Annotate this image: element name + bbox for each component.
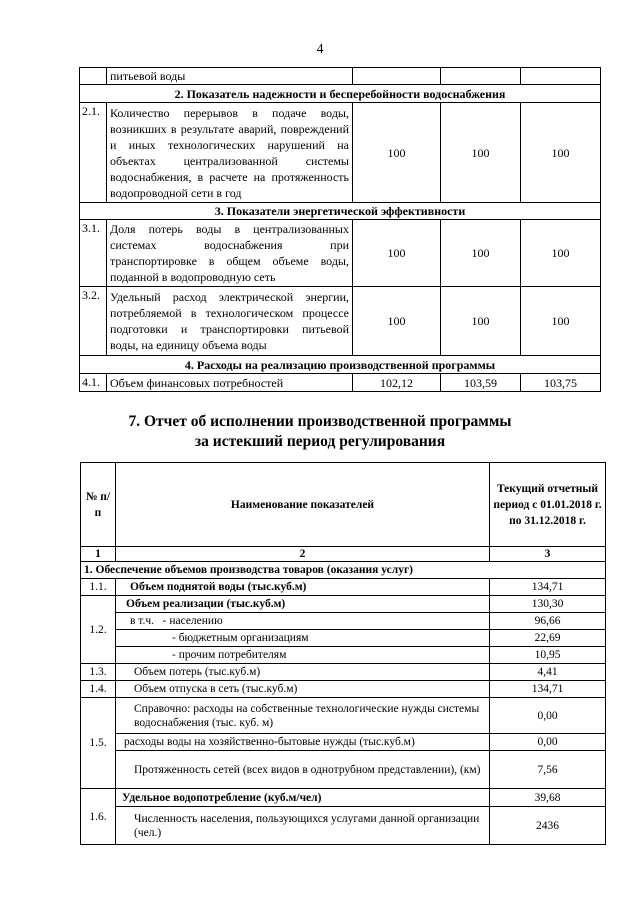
row-name: - населению xyxy=(162,615,223,627)
section-title: 2. Показатель надежности и бесперебойности водоснабжения xyxy=(80,85,601,103)
row-name: Объем потерь (тыс.куб.м) xyxy=(116,664,490,681)
table-row xyxy=(81,596,606,613)
row-number: 1.6. xyxy=(81,789,116,845)
colnum-3: 3 xyxy=(490,547,606,562)
row-number: 3.2. xyxy=(80,287,107,356)
row-name: Численность населения, пользующихся услугами данной организации (чел.) xyxy=(116,807,490,845)
row-number: 2.1. xyxy=(80,103,107,203)
table-row xyxy=(81,734,606,751)
table-row xyxy=(81,789,606,807)
row-name: Объем поднятой воды (тыс.куб.м) xyxy=(116,579,490,596)
value-cell: 102,12 xyxy=(353,374,441,392)
row-value: 2436 xyxy=(490,807,606,845)
row-number: 1.5. xyxy=(81,698,116,789)
row-text: Количество перерывов в подаче воды, возникших в результате аварий, повреждений и иных технологических нарушений на объектах централизованной системы водоснабжения, в расчете на протяженность водопроводной сети в год xyxy=(107,103,353,203)
value-cell: 103,75 xyxy=(521,374,601,392)
table-row xyxy=(81,681,606,698)
table-row xyxy=(81,630,606,647)
table-row xyxy=(81,613,606,630)
row-name: Справочно: расходы на собственные технологические нужды системы водоснабжения (тыс. куб. м) xyxy=(116,698,490,734)
header-period: Текущий отчетный период с 01.01.2018 г. по 31.12.2018 г. xyxy=(490,463,606,547)
row-value: 22,69 xyxy=(490,630,606,647)
row-name: Протяженность сетей (всех видов в однотрубном представлении), (км) xyxy=(116,751,490,789)
value-cell: 100 xyxy=(521,103,601,203)
row-number: 4.1. xyxy=(80,374,107,392)
table-row xyxy=(81,579,606,596)
report-table xyxy=(80,462,606,845)
row-number: 1.4. xyxy=(81,681,116,698)
section-header xyxy=(81,562,606,579)
value-cell: 100 xyxy=(521,287,601,356)
table-row xyxy=(81,664,606,681)
table-row xyxy=(80,220,601,287)
row-value: 96,66 xyxy=(490,613,606,630)
row-name: - бюджетным организациям xyxy=(116,630,490,647)
table-row xyxy=(81,807,606,845)
row-value: 39,68 xyxy=(490,789,606,807)
value-cell: 100 xyxy=(353,220,441,287)
row-text: Объем финансовых потребностей xyxy=(107,374,353,392)
indicators-table xyxy=(79,67,601,392)
heading-line-2: за истекший период регулирования xyxy=(194,433,446,450)
value-cell: 100 xyxy=(441,287,521,356)
colnum-2: 2 xyxy=(116,547,490,562)
header-num: № п/п xyxy=(81,463,116,547)
header-row xyxy=(81,463,606,547)
row-text: Доля потерь воды в централизованных системах водоснабжения при транспортировке в общем объеме воды, поданной в водопроводную сеть xyxy=(107,220,353,287)
row-value: 0,00 xyxy=(490,698,606,734)
header-name: Наименование показателей xyxy=(116,463,490,547)
row-value: 4,41 xyxy=(490,664,606,681)
value-cell: 103,59 xyxy=(441,374,521,392)
value-cell: 100 xyxy=(441,220,521,287)
value-cell: 100 xyxy=(521,220,601,287)
row-number: 1.1. xyxy=(81,579,116,596)
section-heading xyxy=(0,412,640,452)
section-header xyxy=(80,85,601,103)
row-name-composite xyxy=(116,613,490,630)
value-cell: 100 xyxy=(353,103,441,203)
row-name: Объем реализации (тыс.куб.м) xyxy=(116,596,490,613)
table-row xyxy=(80,68,601,85)
row-value: 10,95 xyxy=(490,647,606,664)
row-value: 0,00 xyxy=(490,734,606,751)
page-number: 4 xyxy=(316,42,324,57)
table-row xyxy=(81,698,606,734)
table-row xyxy=(81,751,606,789)
section-header xyxy=(80,203,601,220)
row-text: питьевой воды xyxy=(107,68,353,85)
row-value: 130,30 xyxy=(490,596,606,613)
section-title: 3. Показатели энергетической эффективности xyxy=(80,203,601,220)
row-prefix: в т.ч. xyxy=(130,615,154,627)
table-row xyxy=(81,647,606,664)
column-numbers-row xyxy=(81,547,606,562)
table-row xyxy=(80,103,601,203)
row-name: Удельное водопотребление (куб.м/чел) xyxy=(116,789,490,807)
row-name: расходы воды на хозяйственно-бытовые нужды (тыс.куб.м) xyxy=(116,734,490,751)
row-name: - прочим потребителям xyxy=(116,647,490,664)
row-value: 134,71 xyxy=(490,681,606,698)
section-title: 1. Обеспечение объемов производства товаров (оказания услуг) xyxy=(81,562,606,579)
value-cell: 100 xyxy=(353,287,441,356)
section-title: 4. Расходы на реализацию производственной программы xyxy=(80,356,601,374)
table-row xyxy=(80,287,601,356)
row-value: 134,71 xyxy=(490,579,606,596)
colnum-1: 1 xyxy=(81,547,116,562)
row-text: Удельный расход электрической энергии, потребляемой в технологическом процессе подготовки и транспортировки питьевой воды, на единицу объема воды xyxy=(107,287,353,356)
row-value: 7,56 xyxy=(490,751,606,789)
section-header xyxy=(80,356,601,374)
row-number: 1.2. xyxy=(81,596,116,664)
row-number: 1.3. xyxy=(81,664,116,681)
table-row xyxy=(80,374,601,392)
row-number: 3.1. xyxy=(80,220,107,287)
row-name: Объем отпуска в сеть (тыс.куб.м) xyxy=(116,681,490,698)
value-cell: 100 xyxy=(441,103,521,203)
heading-line-1: 7. Отчет об исполнении производственной программы xyxy=(128,413,512,430)
